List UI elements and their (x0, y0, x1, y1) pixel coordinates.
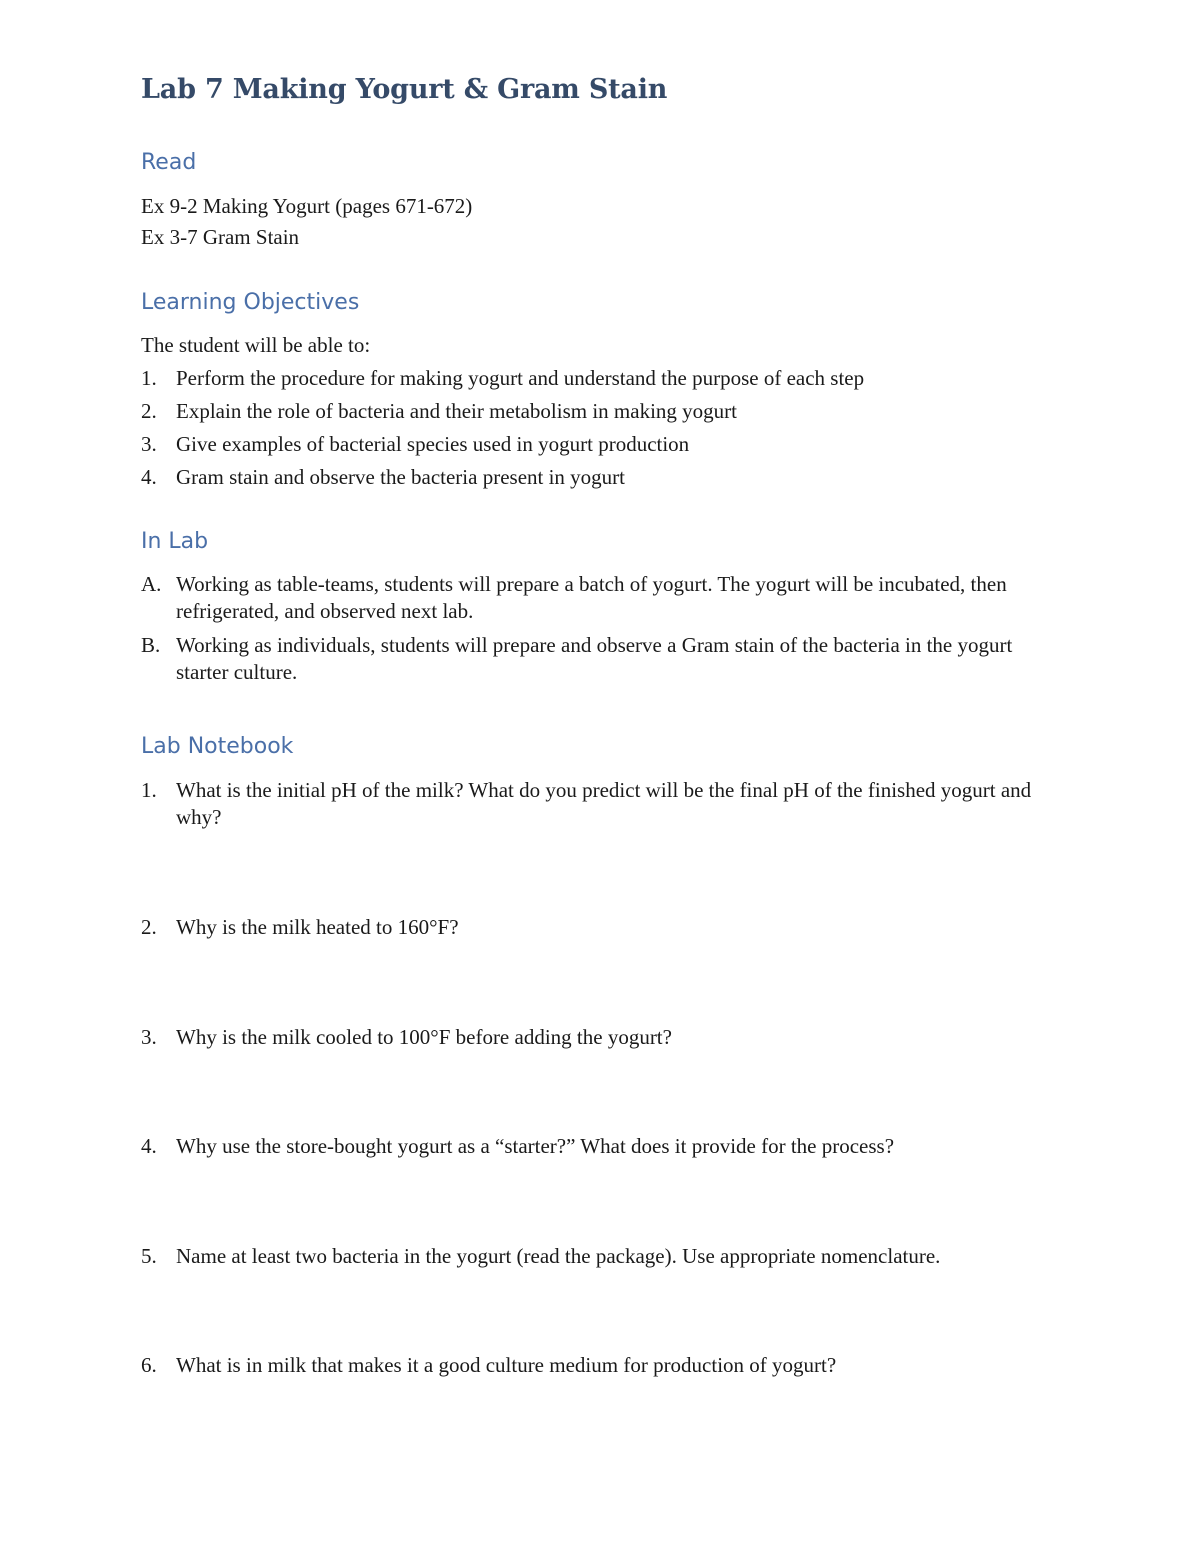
in-lab-heading: In Lab (141, 529, 209, 554)
list-letter: A. (141, 572, 162, 596)
list-text: Working as table-teams, students will prepare a batch of yogurt. The yogurt will be incubated, then refrigerated, and observed next lab. (176, 572, 1007, 623)
list-number: 4. (141, 1134, 157, 1158)
list-text: Explain the role of bacteria and their metabolism in making yogurt (176, 399, 738, 423)
list-number: 1. (141, 778, 157, 802)
read-line-2: Ex 3-7 Gram Stain (141, 225, 300, 249)
question-text: Why use the store-bought yogurt as a “starter?” What does it provide for the process? (176, 1134, 895, 1158)
notebook-question-3 (141, 1024, 1061, 1051)
list-number: 5. (141, 1244, 157, 1268)
document-title: Lab 7 Making Yogurt & Gram Stain (141, 74, 668, 105)
list-number: 3. (141, 432, 157, 456)
in-lab-item-b (141, 632, 1061, 686)
notebook-question-5 (141, 1243, 1061, 1270)
question-text: Why is the milk cooled to 100°F before adding the yogurt? (176, 1025, 672, 1049)
objectives-intro: The student will be able to: (141, 333, 371, 357)
objective-item-3 (141, 431, 1061, 458)
list-letter: B. (141, 633, 161, 657)
list-text: Perform the procedure for making yogurt and understand the purpose of each step (176, 366, 865, 390)
list-number: 1. (141, 366, 157, 390)
objectives-heading: Learning Objectives (141, 290, 360, 315)
list-text: Gram stain and observe the bacteria present in yogurt (176, 465, 626, 489)
list-text: Give examples of bacterial species used in yogurt production (176, 432, 690, 456)
list-number: 4. (141, 465, 157, 489)
question-text: What is the initial pH of the milk? What do you predict will be the final pH of the finished yogurt and why? (176, 778, 1032, 829)
list-number: 6. (141, 1353, 157, 1377)
list-text: Working as individuals, students will prepare and observe a Gram stain of the bacteria in the yogurt starter culture. (176, 633, 1013, 684)
read-heading: Read (141, 150, 197, 175)
notebook-question-4 (141, 1133, 1061, 1160)
read-line-1: Ex 9-2 Making Yogurt (pages 671-672) (141, 194, 473, 218)
list-number: 2. (141, 915, 157, 939)
list-number: 2. (141, 399, 157, 423)
in-lab-item-a (141, 571, 1061, 625)
notebook-question-6 (141, 1352, 1061, 1379)
question-text: Name at least two bacteria in the yogurt (read the package). Use appropriate nomenclature. (176, 1244, 941, 1268)
notebook-question-1 (141, 777, 1061, 831)
objective-item-4 (141, 464, 1061, 491)
question-text: What is in milk that makes it a good culture medium for production of yogurt? (176, 1353, 837, 1377)
question-text: Why is the milk heated to 160°F? (176, 915, 459, 939)
notebook-heading: Lab Notebook (141, 734, 294, 759)
list-number: 3. (141, 1025, 157, 1049)
objective-item-1 (141, 365, 1061, 392)
notebook-question-2 (141, 914, 1061, 941)
objective-item-2 (141, 398, 1061, 425)
